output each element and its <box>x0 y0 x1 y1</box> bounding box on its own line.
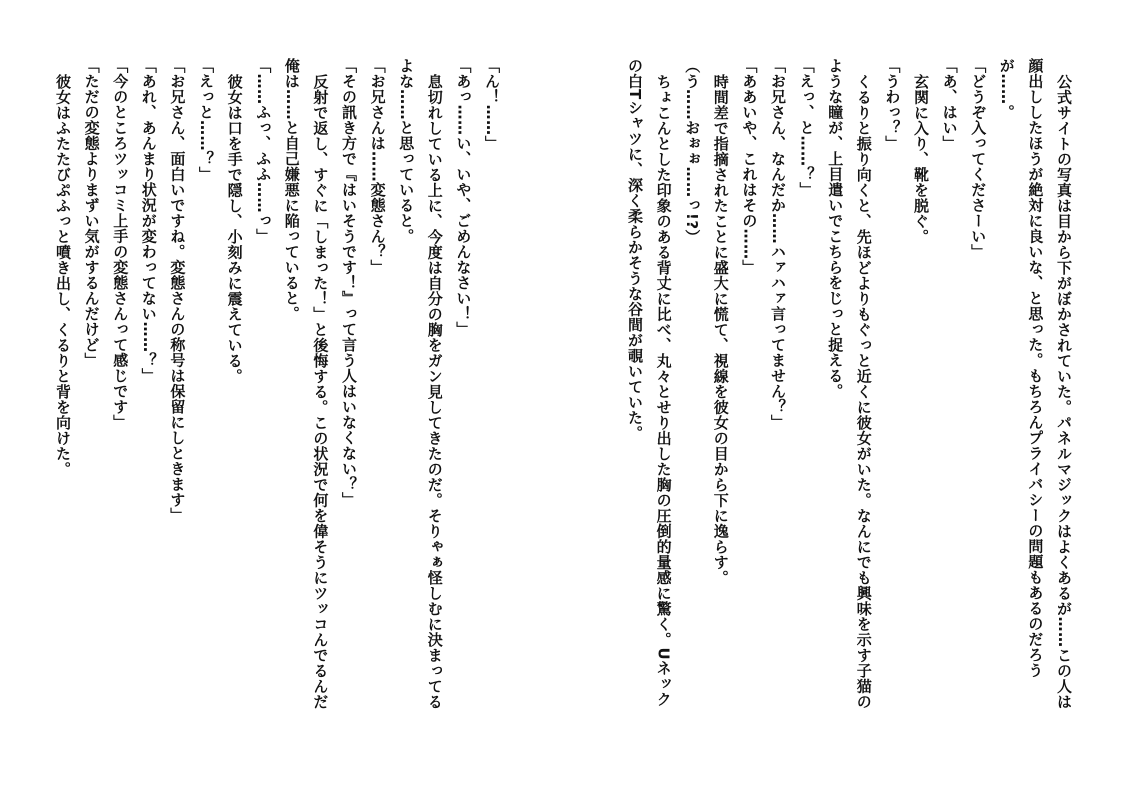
text-column: 「あ、はい」 <box>940 58 959 151</box>
text-column: 彼女はふたたびぷふっと噴き出し、くるりと背を向けた。 <box>54 74 72 477</box>
text-column: 「お兄さん、なんだか……ハァハァ言ってません？」 <box>769 58 787 430</box>
text-column: 「あれ、あんまり状況が変わってない……？」 <box>139 58 158 384</box>
text-column: 「えっ、と……？」 <box>797 58 816 198</box>
text-column: が……。 <box>997 58 1016 120</box>
text-column: 「お兄さん、面白いですね。変態さんの称号は保留にしときます」 <box>168 58 187 523</box>
text-column: 「今のところツッコミ上手の変態さんって感じです」 <box>111 58 130 430</box>
text-column: 「ああいや、これはその……」 <box>740 58 759 275</box>
text-column: 「うわっ？」 <box>883 58 902 151</box>
right-page <box>570 0 1128 800</box>
text-column: くるりと振り向くと、先ほどよりもぐっと近くに彼女がいた。なんにでも興味を示す子猫の <box>854 74 873 710</box>
text-column: の白Tシャツに、深く柔らかそうな谷間が覗いていた。 <box>626 58 644 441</box>
text-column: 公式サイトの写真は目から下がぼかされていた。パネルマジックはよくあるが……この人は <box>1055 74 1073 710</box>
text-column: 彼女は口を手で隠し、小刻みに震えている。 <box>225 74 244 384</box>
text-column: 玄関に入り、靴を脱ぐ。 <box>912 74 930 245</box>
text-column: 顔出ししたほうが絶対に良いな、と思った。もちろんプライバシーの問題もあるのだろう <box>1026 58 1045 678</box>
text-column: 反射で返し、すぐに「しまった！」と後悔する。この状況で何を偉そうにツッコんでるんだ <box>311 74 330 710</box>
text-column: 「ただの変態よりまずい気がするんだけど」 <box>82 58 101 368</box>
text-column: 俺は……と自己嫌悪に陥っていると。 <box>282 58 301 322</box>
text-column: ような瞳が、上目遣いでこちらをじっと捉える。 <box>826 58 845 399</box>
text-column: 「……ふっ、ふふ……っ」 <box>254 58 273 244</box>
text-column: 「えっと……？」 <box>197 58 215 182</box>
text-column: 「その訊き方で『はいそうです！』って言う人はいなくない？」 <box>340 58 358 508</box>
text-column: ちょこんとした印象のある背丈に比べ、丸々とせり出した胸の圧倒的量感に驚く。Uネック <box>654 74 673 707</box>
text-column: 息切れしている上に、今度は自分の胸をガン見してきたのだ。そりゃぁ怪しむに決まってる <box>425 74 444 710</box>
text-column: （う……おぉぉ……っ!?） <box>683 58 702 246</box>
text-column: 時間差で指摘されたことに盛大に慌て、視線を彼女の目から下に逸らす。 <box>711 74 730 586</box>
text-column: 「どうぞ入ってくださーい」 <box>969 58 988 260</box>
text-column: 「お兄さんは……変態さん？」 <box>368 58 387 275</box>
text-column: 「ん！……」 <box>483 58 501 151</box>
text-column: よな……と思っていると。 <box>397 58 416 244</box>
text-column: 「あっ……い、いや、ごめんなさい！」 <box>454 58 473 337</box>
